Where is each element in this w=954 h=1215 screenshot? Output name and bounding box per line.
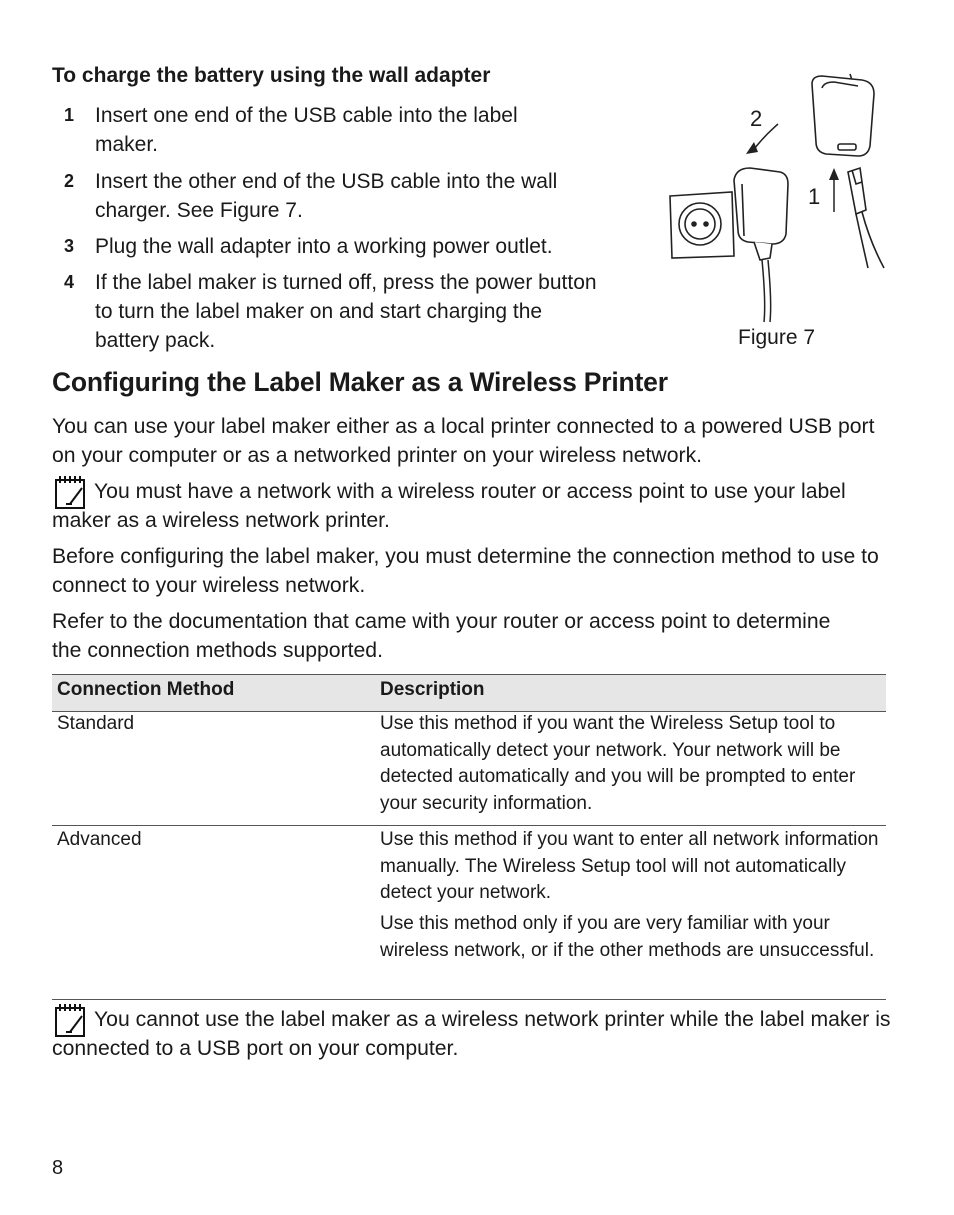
cell-description-advanced-1: Use this method if you want to enter all network information manually. The Wireless Setup tool will not automatically detect your network. <box>380 829 879 903</box>
cell-method-standard: Standard <box>57 713 135 734</box>
step-number: 4 <box>64 272 75 292</box>
note-1 <box>52 477 897 535</box>
row-divider <box>52 999 886 1000</box>
step-2 <box>52 167 632 225</box>
note-2 <box>52 1005 897 1063</box>
wall-adapter-icon <box>734 168 788 260</box>
step-text: Insert one end of the USB cable into the label maker. <box>95 104 518 156</box>
usb-plug-icon <box>848 168 884 268</box>
cell-description-advanced-2: Use this method only if you are very familiar with your wireless network, or if the other methods are unsuccessful. <box>380 913 875 961</box>
column-header-description: Description <box>380 679 485 700</box>
subheading: To charge the battery using the wall adapter <box>52 64 491 87</box>
note-2-text: You cannot use the label maker as a wireless network printer while the label maker is connected to a USB port on your computer. <box>52 1008 891 1060</box>
row-divider <box>52 825 886 826</box>
step-text: If the label maker is turned off, press the power button to turn the label maker on and start charging the battery pack. <box>95 271 597 352</box>
cell-description-standard: Use this method if you want the Wireless Setup tool to automatically detect your network. Your network will be detected automatically and you will be prompted to enter your security information. <box>380 713 856 814</box>
table-header <box>52 674 886 712</box>
column-header-method: Connection Method <box>57 679 235 700</box>
paragraph-2: Before configuring the label maker, you must determine the connection method to use to connect to your wireless network. <box>52 545 879 597</box>
adapter-head-icon <box>812 74 874 156</box>
intro-paragraph: You can use your label maker either as a local printer connected to a powered USB port on your computer or as a networked printer on your wireless network. <box>52 415 875 467</box>
callout-2: 2 <box>750 106 763 131</box>
step-text: Plug the wall adapter into a working power outlet. <box>95 235 553 258</box>
section-heading: Configuring the Label Maker as a Wireless Printer <box>52 367 668 397</box>
usb-cable-icon <box>762 260 771 322</box>
wall-outlet-icon <box>670 192 734 258</box>
cell-method-advanced: Advanced <box>57 829 142 850</box>
figure-7-illustration <box>662 72 888 334</box>
step-1 <box>52 101 632 159</box>
step-4 <box>52 268 632 355</box>
step-text: Insert the other end of the USB cable into the wall charger. See Figure 7. <box>95 170 558 222</box>
step-number: 1 <box>64 105 75 125</box>
page-number: 8 <box>52 1157 64 1179</box>
figure-caption: Figure 7 <box>738 326 816 349</box>
paragraph-3: Refer to the documentation that came with your router or access point to determine the connection methods supported. <box>52 610 831 662</box>
note-1-text: You must have a network with a wireless router or access point to use your label maker as a wireless network printer. <box>52 480 846 532</box>
note-pad-icon <box>52 474 90 510</box>
callout-1: 1 <box>808 184 821 209</box>
step-number: 3 <box>64 236 75 256</box>
note-pad-icon <box>52 1002 90 1038</box>
step-3 <box>52 232 632 261</box>
step-number: 2 <box>64 171 75 191</box>
